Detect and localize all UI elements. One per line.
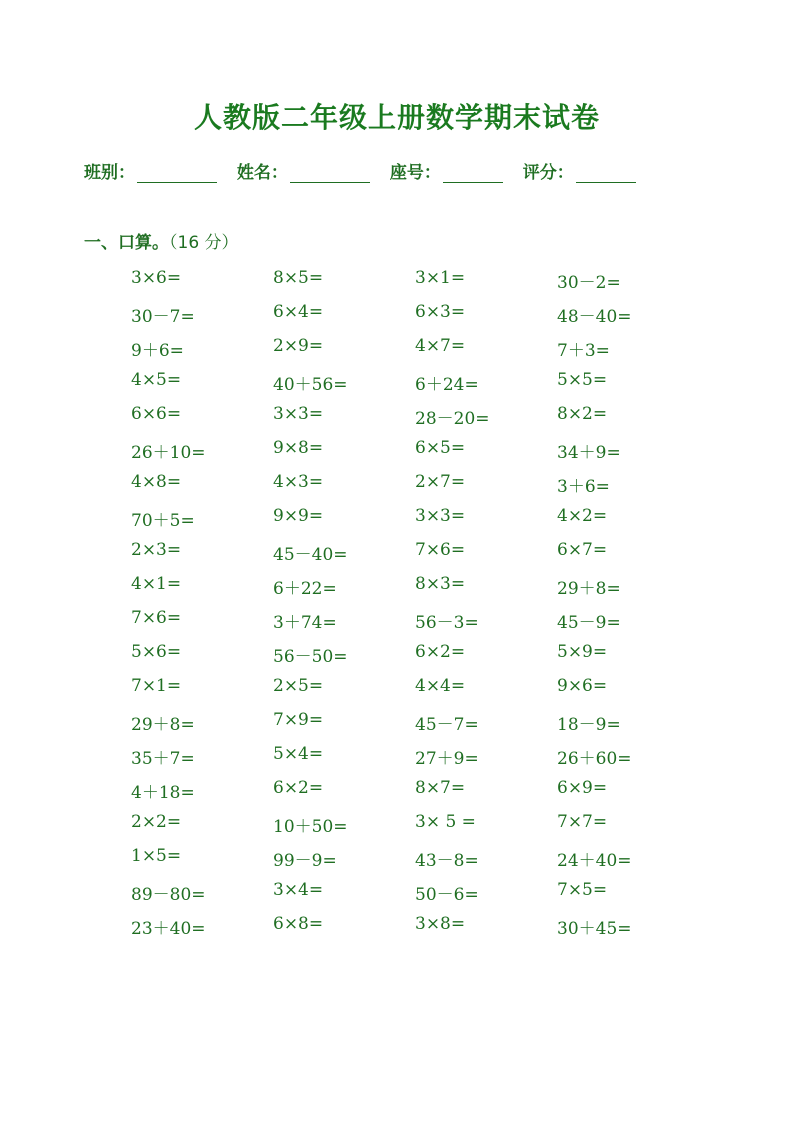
class-label: 班别： [84,163,135,183]
problem-item: 45－40= [273,545,348,565]
problem-item: 6＋22= [273,579,337,599]
problem-item: 29＋8= [131,715,195,735]
class-blank[interactable] [137,164,217,183]
problem-item: 30－7= [131,307,195,327]
problem-item: 23＋40= [131,919,206,939]
problem-item: 6×2= [273,778,324,798]
problem-item: 29＋8= [557,579,621,599]
problem-item: 26＋10= [131,443,206,463]
problem-item: 24＋40= [557,851,632,871]
problem-item: 6×9= [557,778,608,798]
problem-item: 2×9= [273,336,324,356]
problem-item: 6×8= [273,914,324,934]
problem-item: 3×1= [415,268,466,288]
problem-item: 3＋74= [273,613,337,633]
problem-item: 4×5= [131,370,182,390]
problem-item: 30＋45= [557,919,632,939]
problem-item: 4×1= [131,574,182,594]
problem-item: 6×2= [415,642,466,662]
seat-label: 座号： [389,163,441,183]
problem-item: 10＋50= [273,817,348,837]
problem-item: 7×1= [131,676,182,696]
problem-item: 40＋56= [273,375,348,395]
problem-item: 34＋9= [557,443,621,463]
name-field [237,158,370,183]
problem-item: 7×6= [131,608,182,628]
problem-item: 5×6= [131,642,182,662]
problem-item: 35＋7= [131,749,195,769]
problem-item: 8×2= [557,404,608,424]
problem-item: 56－3= [415,613,479,633]
student-info-line [84,158,650,183]
name-label: 姓名： [236,163,288,183]
problem-item: 7＋3= [557,341,610,361]
problem-item: 56－50= [273,647,348,667]
problem-item: 18－9= [557,715,621,735]
seat-blank[interactable] [443,164,503,183]
problem-item: 3×8= [415,914,466,934]
problem-item: 4×3= [273,472,324,492]
problem-item: 43－8= [415,851,479,871]
problem-item: 3×6= [131,268,182,288]
problem-item: 2×5= [273,676,324,696]
problem-item: 4×8= [131,472,182,492]
problem-item: 3×4= [273,880,324,900]
problem-item: 3＋6= [557,477,610,497]
problem-item: 48－40= [557,307,632,327]
problem-item: 6×7= [557,540,608,560]
problem-item: 3× 5 = [415,812,476,832]
problem-item: 9×6= [557,676,608,696]
problem-item: 45－9= [557,613,621,633]
problem-item: 2×2= [131,812,182,832]
problem-item: 28－20= [415,409,490,429]
problem-item: 50－6= [415,885,479,905]
problem-item: 4＋18= [131,783,195,803]
problem-item: 7×7= [557,812,608,832]
problem-item: 9×8= [273,438,324,458]
score-blank[interactable] [576,164,636,183]
section-1-points: （16 分） [169,233,239,253]
name-blank[interactable] [290,164,370,183]
problem-item: 45－7= [415,715,479,735]
problem-item: 9＋6= [131,341,184,361]
class-field [84,158,217,183]
problem-item: 8×3= [415,574,466,594]
problem-item: 99－9= [273,851,337,871]
section-1-heading [84,228,239,253]
score-label: 评分： [522,163,574,183]
problem-item: 89－80= [131,885,206,905]
problem-item: 7×5= [557,880,608,900]
problem-item: 30－2= [557,273,621,293]
problem-item: 7×6= [415,540,466,560]
problem-item: 6×6= [131,404,182,424]
problem-item: 4×2= [557,506,608,526]
problem-item: 5×9= [557,642,608,662]
problem-item: 5×5= [557,370,608,390]
page-title: 人教版二年级上册数学期末试卷 [193,101,600,134]
problem-item: 4×4= [415,676,466,696]
seat-field [390,158,503,183]
problem-item: 6＋24= [415,375,479,395]
problem-item: 2×7= [415,472,466,492]
problem-item: 27＋9= [415,749,479,769]
problem-item: 3×3= [273,404,324,424]
problem-item: 6×5= [415,438,466,458]
problem-item: 9×9= [273,506,324,526]
problem-item: 8×7= [415,778,466,798]
problem-item: 2×3= [131,540,182,560]
problem-item: 26＋60= [557,749,632,769]
problem-item: 8×5= [273,268,324,288]
problem-item: 1×5= [131,846,182,866]
problem-item: 6×4= [273,302,324,322]
problem-item: 7×9= [273,710,324,730]
section-1-title: 一、口算。 [84,233,169,253]
problem-item: 3×3= [415,506,466,526]
problem-item: 5×4= [273,744,324,764]
problem-item: 70＋5= [131,511,195,531]
score-field [523,158,636,183]
problem-item: 4×7= [415,336,466,356]
problem-item: 6×3= [415,302,466,322]
